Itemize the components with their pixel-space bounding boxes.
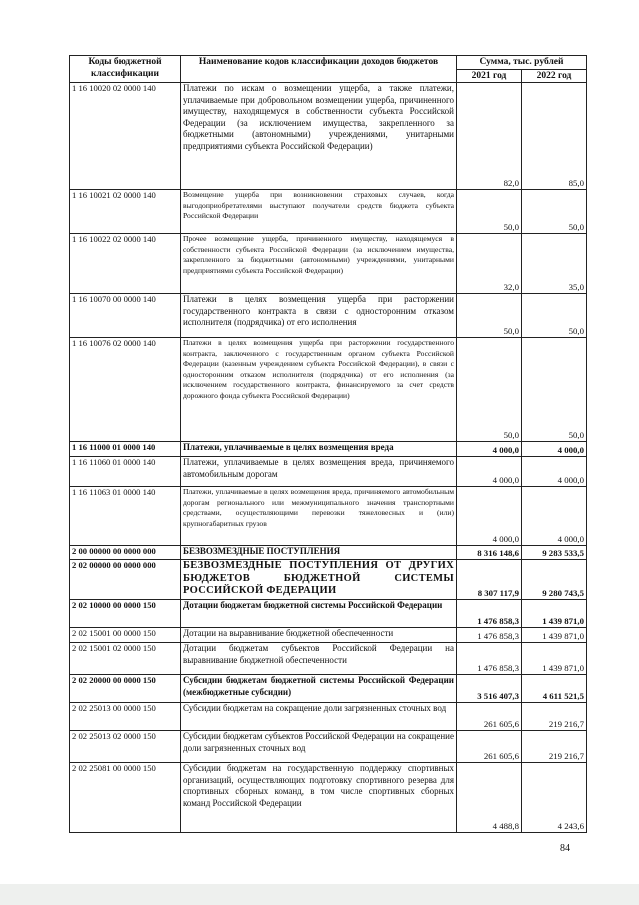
row-code: 1 16 10021 02 0000 140 (70, 190, 181, 234)
row-value-2022: 4 000,0 (522, 457, 587, 487)
row-value-2021: 1 476 858,3 (457, 628, 522, 643)
row-code: 2 02 25013 00 0000 150 (70, 703, 181, 731)
table-row (70, 731, 587, 763)
row-code: 2 02 25013 02 0000 150 (70, 731, 181, 763)
row-name: Субсидии бюджетам бюджетной системы Российской Федерации (межбюджетные субсидии) (181, 675, 457, 703)
row-value-2021: 4 000,0 (457, 487, 522, 546)
row-code: 2 02 15001 02 0000 150 (70, 643, 181, 675)
row-value-2021: 3 516 407,3 (457, 675, 522, 703)
row-value-2022: 4 611 521,5 (522, 675, 587, 703)
row-value-2021: 261 605,6 (457, 731, 522, 763)
row-code: 1 16 10070 00 0000 140 (70, 294, 181, 338)
table-row (70, 234, 587, 294)
row-value-2022: 35,0 (522, 234, 587, 294)
row-value-2022: 50,0 (522, 190, 587, 234)
row-value-2021: 1 476 858,3 (457, 643, 522, 675)
row-code: 1 16 11000 01 0000 140 (70, 442, 181, 457)
row-value-2022: 4 000,0 (522, 487, 587, 546)
row-name: Платежи по искам о возмещении ущерба, а также платежи, уплачиваемые при добровольном возмещении ущерба, причиненного имуществу, находящемуся в собственности субъекта Российской Федерации (за исключением имущества, закрепленного за бюджетными (автономными) учреждениями, унитарными предприятиями субъекта Российской Федерации) (181, 83, 457, 190)
row-value-2021: 4 000,0 (457, 457, 522, 487)
row-value-2022: 4 000,0 (522, 442, 587, 457)
row-value-2021: 261 605,6 (457, 703, 522, 731)
row-name: Дотации на выравнивание бюджетной обеспеченности (181, 628, 457, 643)
row-name: Субсидии бюджетам на сокращение доли загрязненных сточных вод (181, 703, 457, 731)
row-name: Субсидии бюджетам на государственную поддержку спортивных организаций, осуществляющих подготовку спортивного резерва для спортивных сборных команд, в том числе спортивных сборных команд Российской Федерации (181, 763, 457, 833)
budget-table (69, 55, 587, 833)
table-row (70, 628, 587, 643)
row-name: Платежи в целях возмещения ущерба при расторжении государственного контракта в связи с односторонним отказом исполнителя (подрядчика) от его исполнения (181, 294, 457, 338)
row-value-2021: 8 316 148,6 (457, 546, 522, 560)
header-code: Коды бюджетной классификации (70, 56, 181, 83)
row-value-2022: 4 243,6 (522, 763, 587, 833)
header-year-2021: 2021 год (457, 70, 522, 83)
row-name: Платежи, уплачиваемые в целях возмещения вреда (181, 442, 457, 457)
row-value-2022: 9 280 743,5 (522, 560, 587, 600)
row-value-2022: 219 216,7 (522, 703, 587, 731)
header-year-2022: 2022 год (522, 70, 587, 83)
row-code: 2 02 15001 00 0000 150 (70, 628, 181, 643)
table-row (70, 487, 587, 546)
scan-bottom-edge (0, 884, 639, 905)
header-sum: Сумма, тыс. рублей (457, 56, 587, 70)
table-row (70, 675, 587, 703)
table-row (70, 546, 587, 560)
row-code: 2 02 10000 00 0000 150 (70, 600, 181, 628)
row-code: 1 16 10022 02 0000 140 (70, 234, 181, 294)
row-code: 1 16 10020 02 0000 140 (70, 83, 181, 190)
row-value-2022: 50,0 (522, 338, 587, 442)
row-code: 2 02 25081 00 0000 150 (70, 763, 181, 833)
row-code: 2 02 20000 00 0000 150 (70, 675, 181, 703)
row-value-2021: 8 307 117,9 (457, 560, 522, 600)
row-name: Платежи, уплачиваемые в целях возмещения вреда, причиняемого автомобильным дорогам (181, 457, 457, 487)
row-name: Прочее возмещение ущерба, причиненного имуществу, находящемуся в собственности субъекта Российской Федерации (за исключением имущества, закрепленного за бюджетными (автономными) учреждениями, унитарными предприятиями субъекта Российской Федерации) (181, 234, 457, 294)
row-value-2021: 50,0 (457, 294, 522, 338)
table-row (70, 294, 587, 338)
row-value-2022: 1 439 871,0 (522, 600, 587, 628)
row-code: 1 16 11063 01 0000 140 (70, 487, 181, 546)
row-value-2021: 4 000,0 (457, 442, 522, 457)
row-name: БЕЗВОЗМЕЗДНЫЕ ПОСТУПЛЕНИЯ (181, 546, 457, 560)
row-value-2022: 1 439 871,0 (522, 628, 587, 643)
row-code: 1 16 10076 02 0000 140 (70, 338, 181, 442)
row-value-2021: 32,0 (457, 234, 522, 294)
table-row (70, 190, 587, 234)
row-value-2021: 50,0 (457, 338, 522, 442)
table-row (70, 338, 587, 442)
row-name: Платежи в целях возмещения ущерба при расторжении государственного контракта, заключенного с государственным органом субъекта Российской Федерации (казенным учреждением субъекта Российской Федерации), в связи с односторонним отказом исполнителя (подрядчика) от его исполнения (за исключением государственного контракта, финансируемого за счет средств дорожного фонда субъекта Российской Федерации) (181, 338, 457, 442)
row-value-2021: 1 476 858,3 (457, 600, 522, 628)
table-row (70, 560, 587, 600)
row-value-2022: 50,0 (522, 294, 587, 338)
table-row (70, 600, 587, 628)
table-row (70, 83, 587, 190)
table-row (70, 763, 587, 833)
row-value-2021: 82,0 (457, 83, 522, 190)
page-number: 84 (560, 843, 570, 854)
table-row (70, 703, 587, 731)
row-code: 2 02 00000 00 0000 000 (70, 560, 181, 600)
header-name: Наименование кодов классификации доходов бюджетов (181, 56, 457, 83)
row-value-2022: 85,0 (522, 83, 587, 190)
row-name: Платежи, уплачиваемые в целях возмещения вреда, причиняемого автомобильным дорогам регионального или межмуниципального значения транспортными средствами, осуществляющими перевозки тяжеловесных и (или) крупногабаритных грузов (181, 487, 457, 546)
row-name: БЕЗВОЗМЕЗДНЫЕ ПОСТУПЛЕНИЯ ОТ ДРУГИХ БЮДЖЕТОВ БЮДЖЕТНОЙ СИСТЕМЫ РОССИЙСКОЙ ФЕДЕРАЦИИ (181, 560, 457, 600)
row-value-2021: 50,0 (457, 190, 522, 234)
table-row (70, 442, 587, 457)
row-code: 2 00 00000 00 0000 000 (70, 546, 181, 560)
row-value-2021: 4 488,8 (457, 763, 522, 833)
table-row (70, 457, 587, 487)
row-name: Дотации бюджетам бюджетной системы Российской Федерации (181, 600, 457, 628)
table-row (70, 643, 587, 675)
row-value-2022: 9 283 533,5 (522, 546, 587, 560)
row-value-2022: 219 216,7 (522, 731, 587, 763)
row-value-2022: 1 439 871,0 (522, 643, 587, 675)
row-name: Субсидии бюджетам субъектов Российской Федерации на сокращение доли загрязненных сточных вод (181, 731, 457, 763)
row-name: Возмещение ущерба при возникновении страховых случаев, когда выгодоприобретателями выступают получатели средств бюджета субъекта Российской Федерации (181, 190, 457, 234)
row-code: 1 16 11060 01 0000 140 (70, 457, 181, 487)
row-name: Дотации бюджетам субъектов Российской Федерации на выравнивание бюджетной обеспеченности (181, 643, 457, 675)
